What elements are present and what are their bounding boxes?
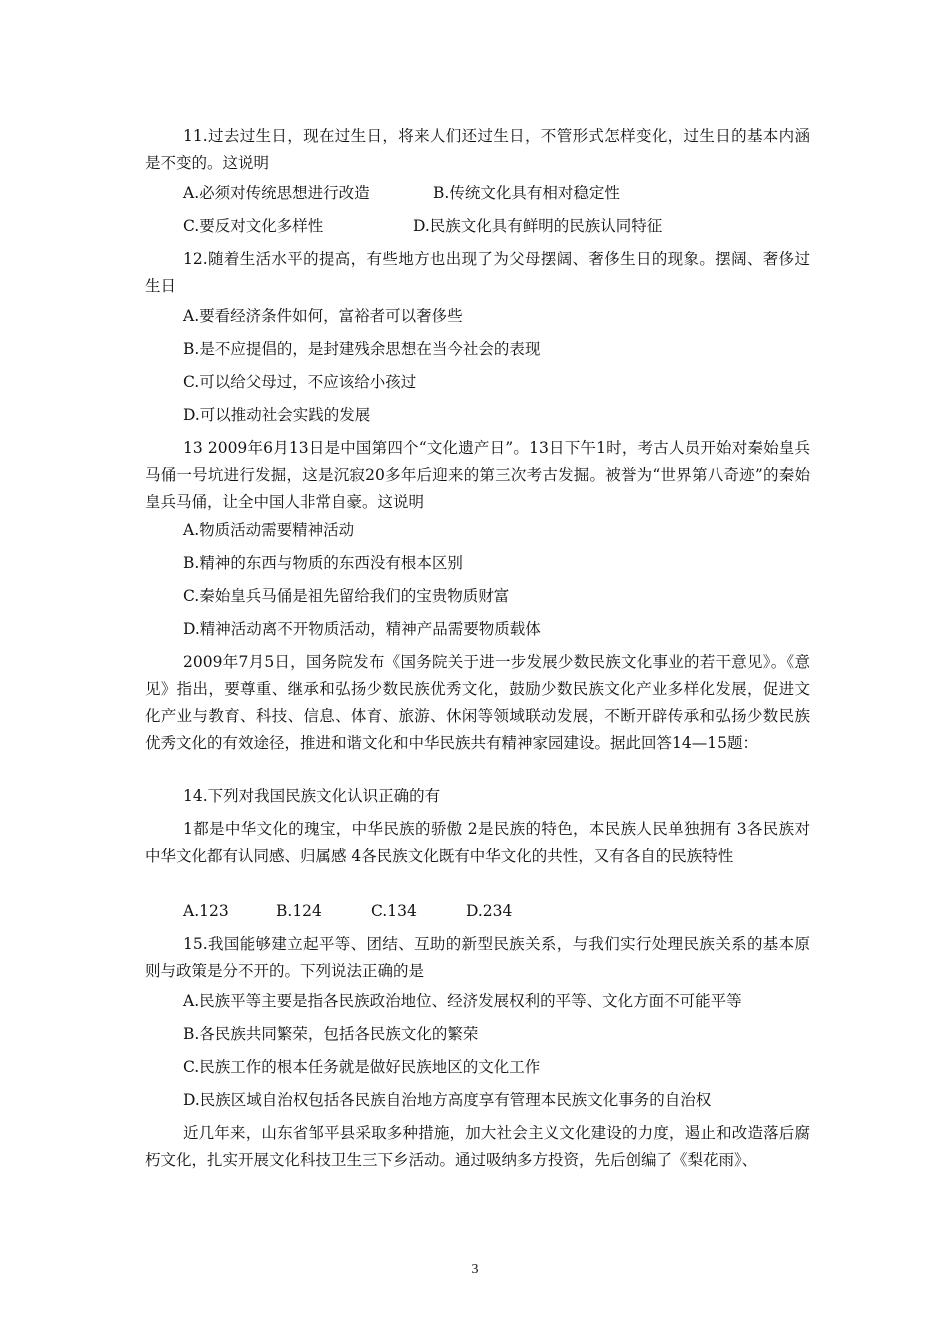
q14-option-d: D.234	[466, 902, 513, 920]
q12-option-c: C.可以给父母过，不应该给小孩过	[183, 373, 417, 391]
q12-option-d: D.可以推动社会实践的发展	[183, 406, 371, 424]
material-next: 近几年来，山东省邹平县采取多种措施，加大社会主义文化建设的力度，遏止和改造落后腐朽文化，扎实开展文化科技卫生三下乡活动。通过吸纳多方投资，先后创编了《梨花雨》、	[145, 1124, 810, 1169]
q13-option-d: D.精神活动离不开物质活动，精神产品需要物质载体	[183, 620, 541, 638]
q14-option-a: A.123	[183, 902, 229, 920]
q15-stem: 15.我国能够建立起平等、团结、互助的新型民族关系，与我们实行处理民族关系的基本原则与政策是分不开的。下列说法正确的是	[145, 935, 810, 980]
q15-option-b: B.各民族共同繁荣，包括各民族文化的繁荣	[183, 1025, 479, 1043]
q11-option-c: C.要反对文化多样性	[183, 217, 324, 235]
q14-option-c: C.134	[371, 902, 417, 920]
q11-option-b: B.传统文化具有相对稳定性	[433, 184, 620, 202]
q15-option-a: A.民族平等主要是指各民族政治地位、经济发展权利的平等、文化方面不可能平等	[183, 992, 742, 1010]
q15-option-c: C.民族工作的根本任务就是做好民族地区的文化工作	[183, 1058, 541, 1076]
q11-option-d: D.民族文化具有鲜明的民族认同特征	[413, 217, 663, 235]
q14-stem: 14.下列对我国民族文化认识正确的有	[183, 787, 441, 805]
q13-option-c: C.秦始皇兵马俑是祖先留给我们的宝贵物质财富	[183, 587, 510, 605]
q13-option-b: B.精神的东西与物质的东西没有根本区别	[183, 554, 463, 572]
material-14-15: 2009年7月5日，国务院发布《国务院关于进一步发展少数民族文化事业的若干意见》。《意见》指出，要尊重、继承和弘扬少数民族优秀文化，鼓励少数民族文化产业多样化发展，促进文化产业与教育、科技、信息、体育、旅游、休闲等领域联动发展，不断开辟传承和弘扬少数民族优秀文化的有效途径，推进和谐文化和中华民族共有精神家园建设。据此回答14—15题：	[145, 653, 810, 752]
page-number: 3	[471, 1262, 479, 1277]
q11-option-a: A.必须对传统思想进行改造	[183, 184, 370, 202]
q11-stem: 11.过去过生日，现在过生日，将来人们还过生日，不管形式怎样变化，过生日的基本内涵是不变的。这说明	[145, 127, 810, 172]
q14-statements: 1都是中华文化的瑰宝，中华民族的骄傲 2是民族的特色，本民族人民单独拥有 3各民族对中华文化都有认同感、归属感 4各民族文化既有中华文化的共性，又有各自的民族特性	[145, 820, 810, 865]
q12-stem: 12.随着生活水平的提高，有些地方也出现了为父母摆阔、奢侈生日的现象。摆阔、奢侈过生日	[145, 250, 810, 295]
q15-option-d: D.民族区域自治权包括各民族自治地方高度享有管理本民族文化事务的自治权	[183, 1091, 712, 1109]
q12-option-b: B.是不应提倡的，是封建残余思想在当今社会的表现	[183, 340, 541, 358]
q12-option-a: A.要看经济条件如何，富裕者可以奢侈些	[183, 307, 463, 325]
q14-option-b: B.124	[276, 902, 322, 920]
q13-stem: 13 2009年6月13日是中国第四个“文化遗产日”。13日下午1时，考古人员开始对秦始皇兵马俑一号坑进行发掘，这是沉寂20多年后迎来的第三次考古发掘。被誉为“世界第八奇迹”的秦始皇兵马俑，让全中国人非常自豪。这说明	[145, 439, 810, 511]
q13-option-a: A.物质活动需要精神活动	[183, 521, 355, 539]
